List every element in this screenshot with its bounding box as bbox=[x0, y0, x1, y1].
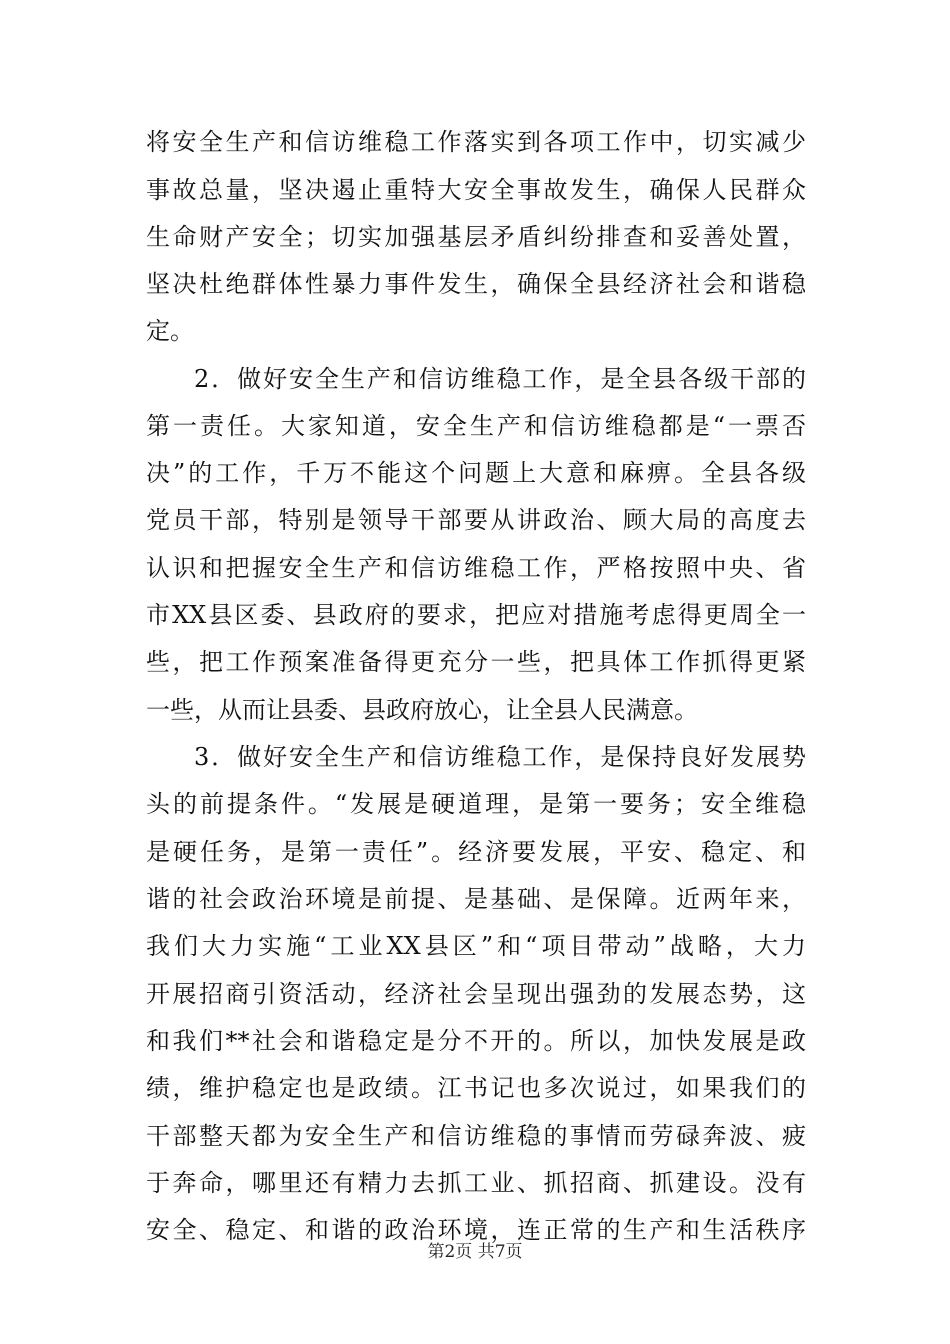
text-line: 些，把工作预案准备得更充分一些，把具体工作抓得更紧 bbox=[146, 648, 806, 676]
text-line: 是硬任务，是第一责任”。经济要发展，平安、稳定、和 bbox=[146, 838, 806, 866]
text-line: 头的前提条件。“发展是硬道理，是第一要务；安全维稳 bbox=[146, 790, 806, 818]
text-line: 我们大力实施“工业XX县区”和“项目带动”战略，大力 bbox=[146, 932, 806, 960]
text-line: 事故总量，坚决遏止重特大安全事故发生，确保人民群众 bbox=[146, 176, 806, 204]
paragraph-3-first-line: 3．做好安全生产和信访维稳工作，是保持良好发展势 bbox=[194, 743, 806, 771]
text-line: 一些，从而让县委、县政府放心，让全县人民满意。 bbox=[146, 696, 698, 724]
text-line: 安全、稳定、和谐的政治环境，连正常的生产和生活秩序 bbox=[146, 1216, 806, 1244]
text-line: 于奔命，哪里还有精力去抓工业、抓招商、抓建设。没有 bbox=[146, 1169, 806, 1197]
text-line: 第一责任。大家知道，安全生产和信访维稳都是“一票否 bbox=[146, 412, 806, 440]
text-line: 决”的工作，千万不能这个问题上大意和麻痹。全县各级 bbox=[146, 459, 806, 487]
text-line: 将安全生产和信访维稳工作落实到各项工作中，切实减少 bbox=[146, 128, 806, 156]
text-line: 干部整天都为安全生产和信访维稳的事情而劳碌奔波、疲 bbox=[146, 1122, 806, 1150]
paragraph-2-first-line: 2．做好安全生产和信访维稳工作，是全县各级干部的 bbox=[194, 365, 806, 393]
text-line: 认识和把握安全生产和信访维稳工作，严格按照中央、省 bbox=[146, 554, 806, 582]
text-line: 绩，维护稳定也是政绩。江书记也多次说过，如果我们的 bbox=[146, 1074, 806, 1102]
text-line: 和我们**社会和谐稳定是分不开的。所以，加快发展是政 bbox=[146, 1027, 806, 1055]
text-line: 坚决杜绝群体性暴力事件发生，确保全县经济社会和谐稳 bbox=[146, 270, 806, 298]
text-line: 定。 bbox=[146, 317, 194, 345]
text-line: 市XX县区委、县政府的要求，把应对措施考虑得更周全一 bbox=[146, 601, 806, 629]
text-line: 谐的社会政治环境是前提、是基础、是保障。近两年来， bbox=[146, 885, 806, 913]
text-line: 党员干部，特别是领导干部要从讲政治、顾大局的高度去 bbox=[146, 506, 806, 534]
text-line: 生命财产安全；切实加强基层矛盾纠纷排查和妥善处置， bbox=[146, 223, 806, 251]
page-number-footer: 第2页 共7页 bbox=[427, 1242, 523, 1262]
text-line: 开展招商引资活动，经济社会呈现出强劲的发展态势，这 bbox=[146, 980, 806, 1008]
